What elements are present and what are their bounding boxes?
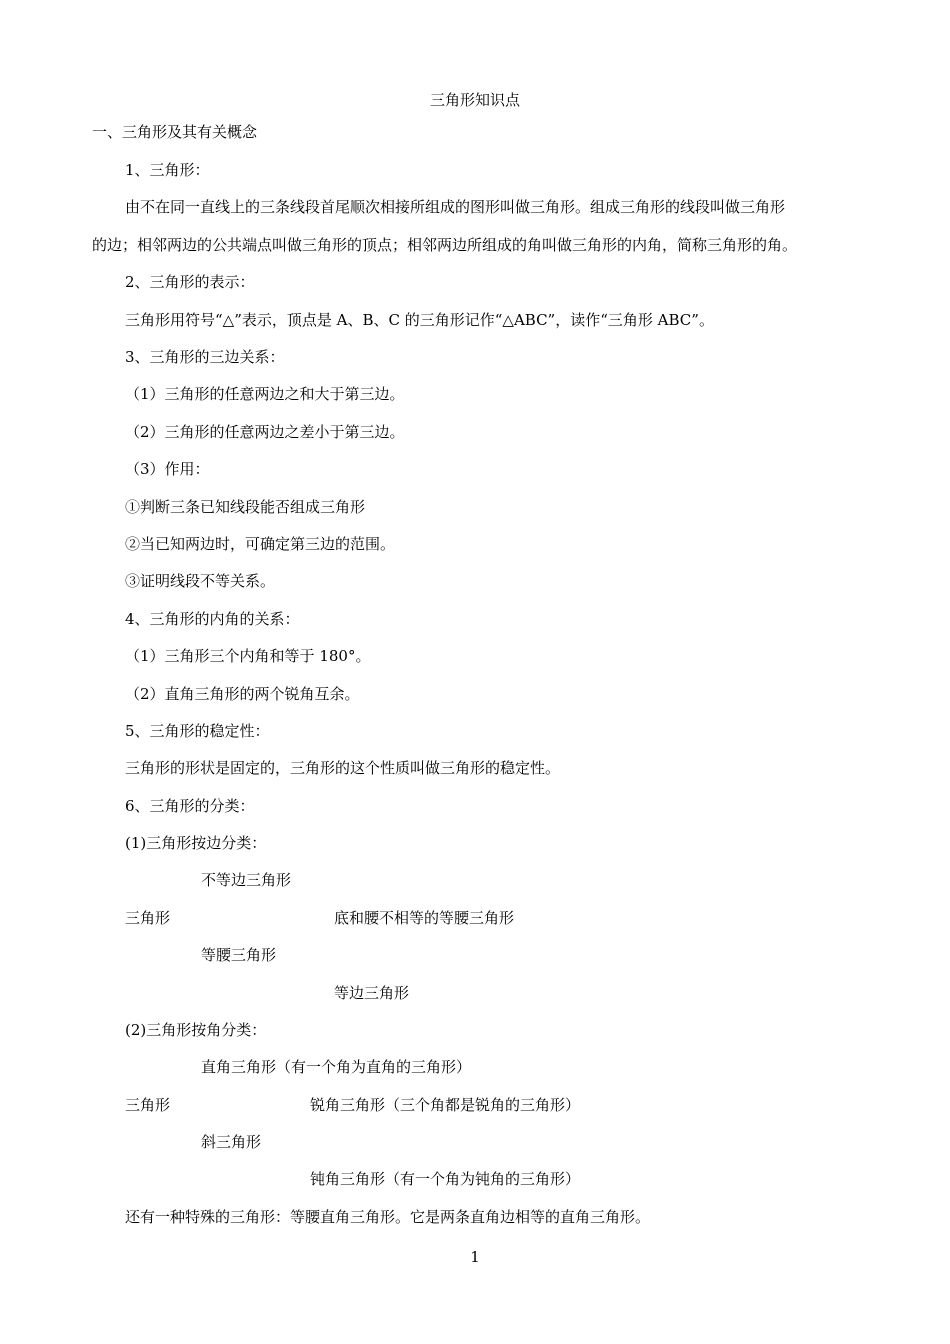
subheading-triangle: 1、三角形： — [125, 161, 210, 179]
definition-line-2: 的边；相邻两边的公共端点叫做三角形的顶点；相邻两边所组成的角叫做三角形的内角，简称三角形的角。 — [92, 236, 798, 254]
use-item: ②当已知两边时，可确定第三边的范围。 — [125, 535, 396, 553]
tree-node: 钝角三角形（有一个角为钝角的三角形） — [310, 1170, 581, 1188]
subheading-side-relation: 3、三角形的三边关系： — [125, 348, 285, 366]
side-relation-item: （1）三角形的任意两边之和大于第三边。 — [125, 385, 405, 403]
special-triangle-text: 还有一种特殊的三角形：等腰直角三角形。它是两条直角边相等的直角三角形。 — [125, 1208, 651, 1226]
notation-text: 三角形用符号“△”表示，顶点是 A、B、C 的三角形记作“△ABC”，读作“三角形 ABC”。 — [125, 311, 714, 329]
definition-line-1: 由不在同一直线上的三条线段首尾顺次相接所组成的图形叫做三角形。组成三角形的线段叫做三角形 — [125, 198, 786, 216]
section-heading: 一、三角形及其有关概念 — [92, 123, 258, 141]
angle-relation-item: （1）三角形三个内角和等于 180°。 — [125, 647, 371, 665]
tree-node: 底和腰不相等的等腰三角形 — [334, 909, 515, 927]
subheading-classification: 6、三角形的分类： — [125, 797, 255, 815]
tree-node: 直角三角形（有一个角为直角的三角形） — [201, 1058, 472, 1076]
side-relation-item: （2）三角形的任意两边之差小于第三边。 — [125, 423, 405, 441]
angle-relation-item: （2）直角三角形的两个锐角互余。 — [125, 685, 360, 703]
subheading-angle-relation: 4、三角形的内角的关系： — [125, 610, 300, 628]
side-relation-item: （3）作用： — [125, 460, 210, 478]
tree-node: 等腰三角形 — [201, 946, 277, 964]
tree-root: 三角形 — [125, 1096, 171, 1114]
tree-root: 三角形 — [125, 909, 171, 927]
use-item: ①判断三条已知线段能否组成三角形 — [125, 498, 366, 516]
page-number: 1 — [470, 1248, 480, 1266]
subheading-notation: 2、三角形的表示： — [125, 273, 255, 291]
tree-node: 锐角三角形（三个角都是锐角的三角形） — [310, 1096, 581, 1114]
classification-by-side-label: (1)三角形按边分类： — [125, 834, 267, 852]
tree-node: 等边三角形 — [334, 984, 410, 1002]
page-title: 三角形知识点 — [429, 91, 520, 109]
stability-text: 三角形的形状是固定的，三角形的这个性质叫做三角形的稳定性。 — [125, 759, 561, 777]
tree-node: 不等边三角形 — [201, 871, 292, 889]
classification-by-angle-label: (2)三角形按角分类： — [125, 1021, 267, 1039]
use-item: ③证明线段不等关系。 — [125, 572, 276, 590]
subheading-stability: 5、三角形的稳定性： — [125, 722, 270, 740]
tree-node: 斜三角形 — [201, 1133, 262, 1151]
